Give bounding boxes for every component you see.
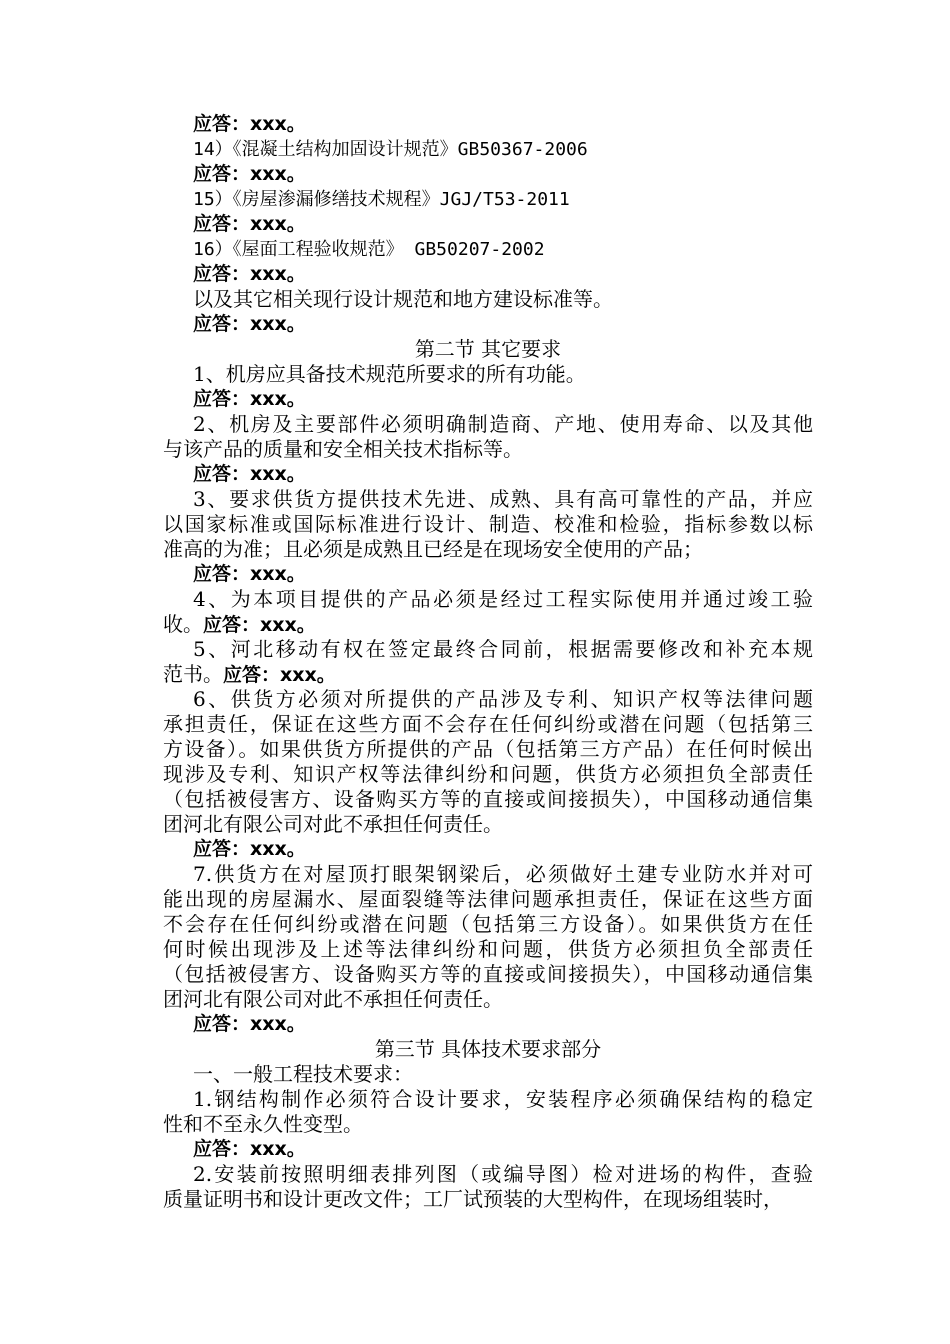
requirement-1: 1、机房应具备技术规范所要求的所有功能。 — [193, 362, 586, 386]
answer-line: 应答：xxx。 — [193, 163, 306, 185]
general-item-2-line-1: 2.安装前按照明细表排列图（或编导图）检对进场的构件，查验 — [193, 1162, 813, 1186]
requirement-3-line-2: 以国家标准或国际标准进行设计、制造、校准和检验，指标参数以标 — [163, 512, 813, 536]
answer-line: 应答：xxx。 — [193, 313, 306, 335]
requirement-6-line-1: 6、供货方必须对所提供的产品涉及专利、知识产权等法律问题 — [193, 687, 813, 711]
requirement-5-tail: 范书。 — [163, 662, 223, 686]
answer-line: 应答：xxx。 — [193, 113, 306, 135]
requirement-6-line-3: 方设备）。如果供货方所提供的产品（包括第三方产品）在任何时候出 — [163, 737, 813, 761]
general-requirements-heading: 一、一般工程技术要求： — [193, 1062, 413, 1086]
answer-line: 应答：xxx。 — [193, 838, 306, 860]
requirement-6-line-4: 现涉及专利、知识产权等法律纠纷和问题，供货方必须担负全部责任 — [163, 762, 813, 786]
requirement-7-line-6: 团河北有限公司对此不承担任何责任。 — [163, 987, 503, 1011]
requirement-7-line-1: 7.供货方在对屋顶打眼架钢梁后，必须做好土建专业防水并对可 — [193, 862, 813, 886]
requirement-6-line-5: （包括被侵害方、设备购买方等的直接或间接损失），中国移动通信集 — [163, 787, 813, 811]
requirement-4-line-1: 4、为本项目提供的产品必须是经过工程实际使用并通过竣工验 — [193, 587, 813, 611]
document-page — [163, 112, 813, 1212]
requirement-5-line-1: 5、河北移动有权在签定最终合同前，根据需要修改和补充本规 — [193, 637, 813, 661]
requirement-7-line-4: 何时候出现涉及上述等法律纠纷和问题，供货方必须担负全部责任 — [163, 937, 813, 961]
requirement-4-tail: 收。 — [163, 612, 203, 636]
standard-item-15: 15）《房屋渗漏修缮技术规程》JGJ/T53-2011 — [193, 189, 570, 210]
answer-line: 应答：xxx。 — [193, 1138, 306, 1160]
section-2-heading: 第二节 其它要求 — [414, 337, 562, 361]
requirement-3-line-3: 准高的为准；且必须是成熟且已经是在现场安全使用的产品； — [163, 537, 703, 561]
standard-item-16: 16）《屋面工程验收规范》 GB50207-2002 — [193, 239, 545, 260]
answer-line: 应答：xxx。 — [193, 463, 306, 485]
requirement-3-line-1: 3、要求供货方提供技术先进、成熟、具有高可靠性的产品，并应 — [193, 487, 813, 511]
other-standards-line: 以及其它相关现行设计规范和地方建设标准等。 — [193, 287, 613, 311]
answer-line: 应答：xxx。 — [193, 263, 306, 285]
requirement-6-line-6: 团河北有限公司对此不承担任何责任。 — [163, 812, 503, 836]
requirement-2-line-1: 2、机房及主要部件必须明确制造商、产地、使用寿命、以及其他 — [193, 412, 813, 436]
requirement-2-line-2: 与该产品的质量和安全相关技术指标等。 — [163, 437, 523, 461]
general-item-1-line-2: 性和不至永久性变型。 — [163, 1112, 363, 1136]
requirement-7-line-3: 不会存在任何纠纷或潜在问题（包括第三方设备）。如果供货方在任 — [163, 912, 813, 936]
answer-line: 应答：xxx。 — [193, 1013, 306, 1035]
general-item-1-line-1: 1.钢结构制作必须符合设计要求，安装程序必须确保结构的稳定 — [193, 1087, 813, 1111]
answer-line: 应答：xxx。 — [193, 388, 306, 410]
answer-inline: 应答：xxx。 — [223, 664, 336, 686]
requirement-6-line-2: 承担责任，保证在这些方面不会存在任何纠纷或潜在问题（包括第三 — [163, 712, 813, 736]
section-3-heading: 第三节 具体技术要求部分 — [374, 1037, 602, 1061]
general-item-2-line-2: 质量证明书和设计更改文件；工厂试预装的大型构件，在现场组装时， — [163, 1187, 783, 1211]
requirement-5-line-2 — [163, 662, 813, 687]
answer-line: 应答：xxx。 — [193, 213, 306, 235]
requirement-7-line-2: 能出现的房屋漏水、屋面裂缝等法律问题承担责任，保证在这些方面 — [163, 887, 813, 911]
answer-inline: 应答：xxx。 — [203, 614, 316, 636]
standard-item-14: 14）《混凝土结构加固设计规范》GB50367-2006 — [193, 139, 588, 160]
requirement-7-line-5: （包括被侵害方、设备购买方等的直接或间接损失），中国移动通信集 — [163, 962, 813, 986]
requirement-4-line-2 — [163, 612, 813, 637]
answer-line: 应答：xxx。 — [193, 563, 306, 585]
